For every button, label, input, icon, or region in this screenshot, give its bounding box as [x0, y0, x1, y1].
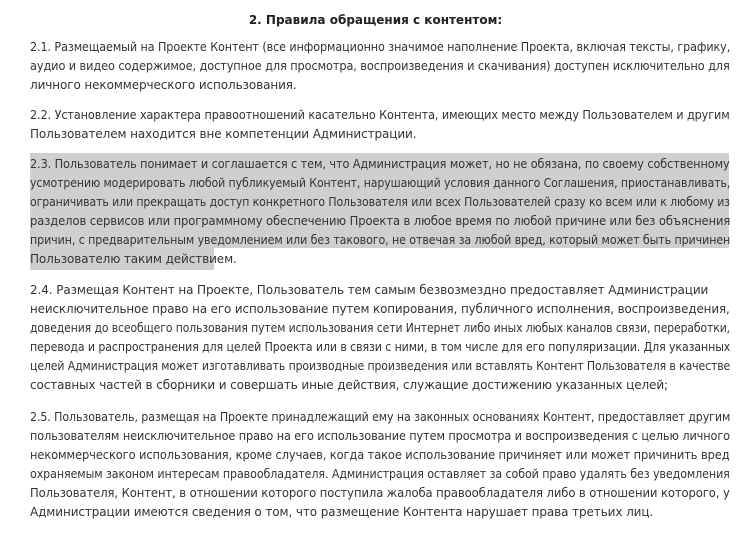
- paragraph-line: ограничивать или прекращать доступ конкретного Пользователя или всех Пользователей сразу ко всем или к любому из: [30, 195, 730, 209]
- paragraph-2-1: [30, 38, 730, 95]
- paragraph-line: неисключительное право на его использование путем копирования, публичного исполнения, воспроизведения,: [30, 302, 730, 316]
- paragraph-line: 2.2. Установление характера правоотношений касательно Контента, имеющих место между Пользователем и другим: [30, 108, 730, 122]
- paragraph-line: Администрации имеются сведения о том, что размещение Контента нарушает права третьих лиц.: [30, 505, 654, 519]
- paragraph-line: составных частей в сборники и совершать иные действия, служащие достижению указанных целей;: [30, 378, 668, 392]
- paragraph-line: разделов сервисов или программному обеспечению Проекта в любое время по любой причине или без объяснения: [30, 214, 731, 228]
- section-heading: 2. Правила обращения с контентом:: [248, 13, 503, 27]
- paragraph-2-4: [30, 281, 730, 395]
- paragraph-line: личного некоммерческого использования.: [30, 78, 297, 92]
- paragraph-line: доведения до всеобщего пользования путем использования сети Интернет либо иных любых каналов связи, переработки,: [30, 321, 731, 335]
- paragraph-2-3[interactable]: [30, 155, 730, 269]
- paragraph-line: Пользователем находится вне компетенции Администрации.: [30, 127, 417, 141]
- paragraph-line: пользователям неисключительное право на его использование путем просмотра и воспроизведения с целью личного: [30, 429, 730, 443]
- paragraph-line: Пользователя, Контент, в отношении которого поступила жалоба правообладателя либо в отношении которого, у: [30, 486, 730, 500]
- paragraph-line: 2.5. Пользователь, размещая на Проекте принадлежащий ему на законных основаниях Контент, предоставляет другим: [30, 410, 731, 424]
- paragraph-line: причин, с предварительным уведомлением или без такового, не отвечая за любой вред, который может быть причинен: [30, 233, 731, 247]
- paragraph-line: Пользователю таким действием.: [30, 252, 237, 266]
- paragraph-2-5: [30, 408, 730, 522]
- paragraph-line: 2.4. Размещая Контент на Проекте, Пользователь тем самым безвозмездно предоставляет Администрации: [30, 283, 709, 297]
- paragraph-line: охраняемым законом интересам правообладателя. Администрация оставляет за собой право удалять без уведомления: [30, 467, 730, 481]
- paragraph-line: целей Администрация может изготавливать производные произведения или вставлять Контент Пользователя в качестве: [30, 359, 731, 373]
- paragraph-line: перевода и распространения для целей Проекта или в связи с ними, в том числе для его популяризации. Для указанных: [30, 340, 731, 354]
- paragraph-line: усмотрению модерировать любой публикуемый Контент, нарушающий условия данного Соглашения, приостанавливать,: [30, 176, 731, 190]
- paragraph-2-2: [30, 106, 730, 144]
- paragraph-line: аудио и видео содержимое, доступное для просмотра, воспроизведения и скачивания) доступен исключительно для: [30, 59, 730, 73]
- paragraph-line: 2.3. Пользователь понимает и соглашается с тем, что Администрация может, но не обязана, по своему собственному: [30, 157, 730, 171]
- paragraph-line: некоммерческого использования, кроме случаев, когда такое использование причиняет или может причинить вред: [30, 448, 730, 462]
- paragraph-line: 2.1. Размещаемый на Проекте Контент (все информационно значимое наполнение Проекта, включая тексты, графику,: [30, 40, 731, 54]
